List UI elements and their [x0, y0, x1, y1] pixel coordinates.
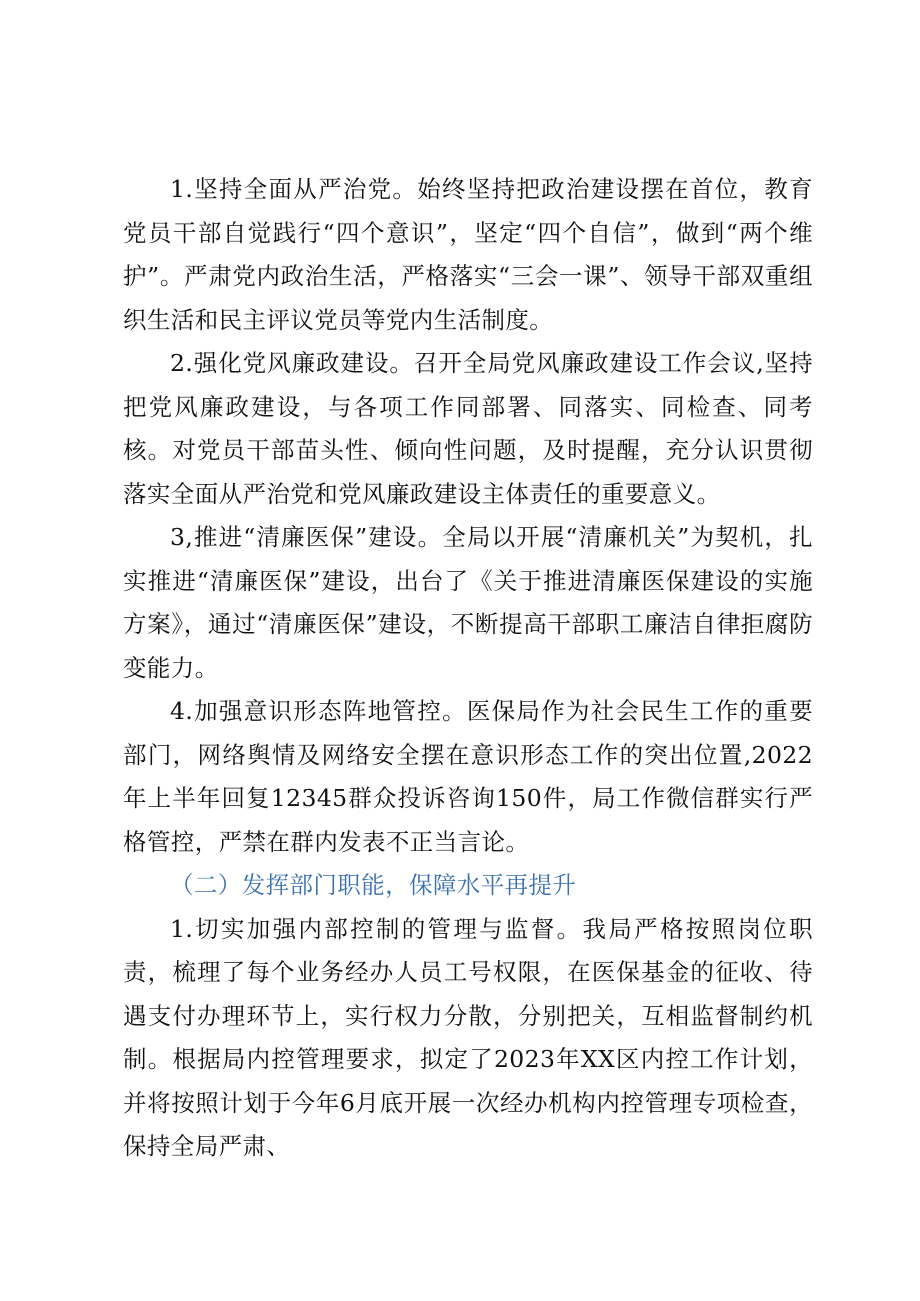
document-body — [123, 168, 813, 1169]
paragraph-ideology-control — [123, 690, 813, 864]
paragraph-internal-control — [123, 908, 813, 1169]
paragraph-text: 召开全局党风廉政建设工作会议,坚持把党风廉政建设，与各项工作同部署、同落实、同检查、同考核。对党员干部苗头性、倾向性问题，及时提醒，充分认识贯彻落实全面从严治党和党风廉政建设主体责任的重要意义。 — [123, 349, 813, 508]
paragraph-text: 始终坚持把政治建设摆在首位，教育党员干部自觉践行“四个意识”，坚定“四个自信”，做到“两个维护”。严肃党内政治生活，严格落实“三会一课”、领导干部双重组织生活和民主评议党员等党内生活制度。 — [123, 175, 813, 334]
paragraph-text: 全局以开展“清廉机关”为契机，扎实推进“清廉医保”建设，出台了《关于推进清廉医保建设的实施方案》，通过“清廉医保”建设，不断提高干部职工廉洁自律拒腐防变能力。 — [123, 523, 813, 682]
paragraph-lead: 3,推进“清廉医保”建设。 — [170, 523, 443, 551]
section-subheading: （二）发挥部门职能，保障水平再提升 — [170, 871, 577, 899]
paragraph-lead: 2.强化党风廉政建设。 — [170, 349, 414, 377]
paragraph-lead: 1.切实加强内部控制的管理与监督。 — [170, 914, 583, 943]
paragraph-clean-governance — [123, 342, 813, 516]
paragraph-lead: 4.加强意识形态阵地管控。 — [170, 697, 467, 725]
paragraph-text: 医保局作为社会民生工作的重要部门，网络舆情及网络安全摆在意识形态工作的突出位置,2022年上半年回复12345群众投诉咨询150件，局工作微信群实行严格管控，严禁在群内发表不正当言论。 — [123, 697, 813, 856]
paragraph-clean-medical-insurance — [123, 516, 813, 690]
paragraph-lead: 1.坚持全面从严治党。 — [170, 175, 418, 203]
paragraph-text: 我局严格按照岗位职责，梳理了每个业务经办人员工号权限，在医保基金的征收、待遇支付办理环节上，实行权力分散，分别把关，互相监督制约机制。根据局内控管理要求，拟定了2023年XX区内控工作计划，并将按照计划于今年6月底开展一次经办机构内控管理专项检查，保持全局严肃、 — [123, 914, 813, 1160]
paragraph-party-governance — [123, 168, 813, 342]
